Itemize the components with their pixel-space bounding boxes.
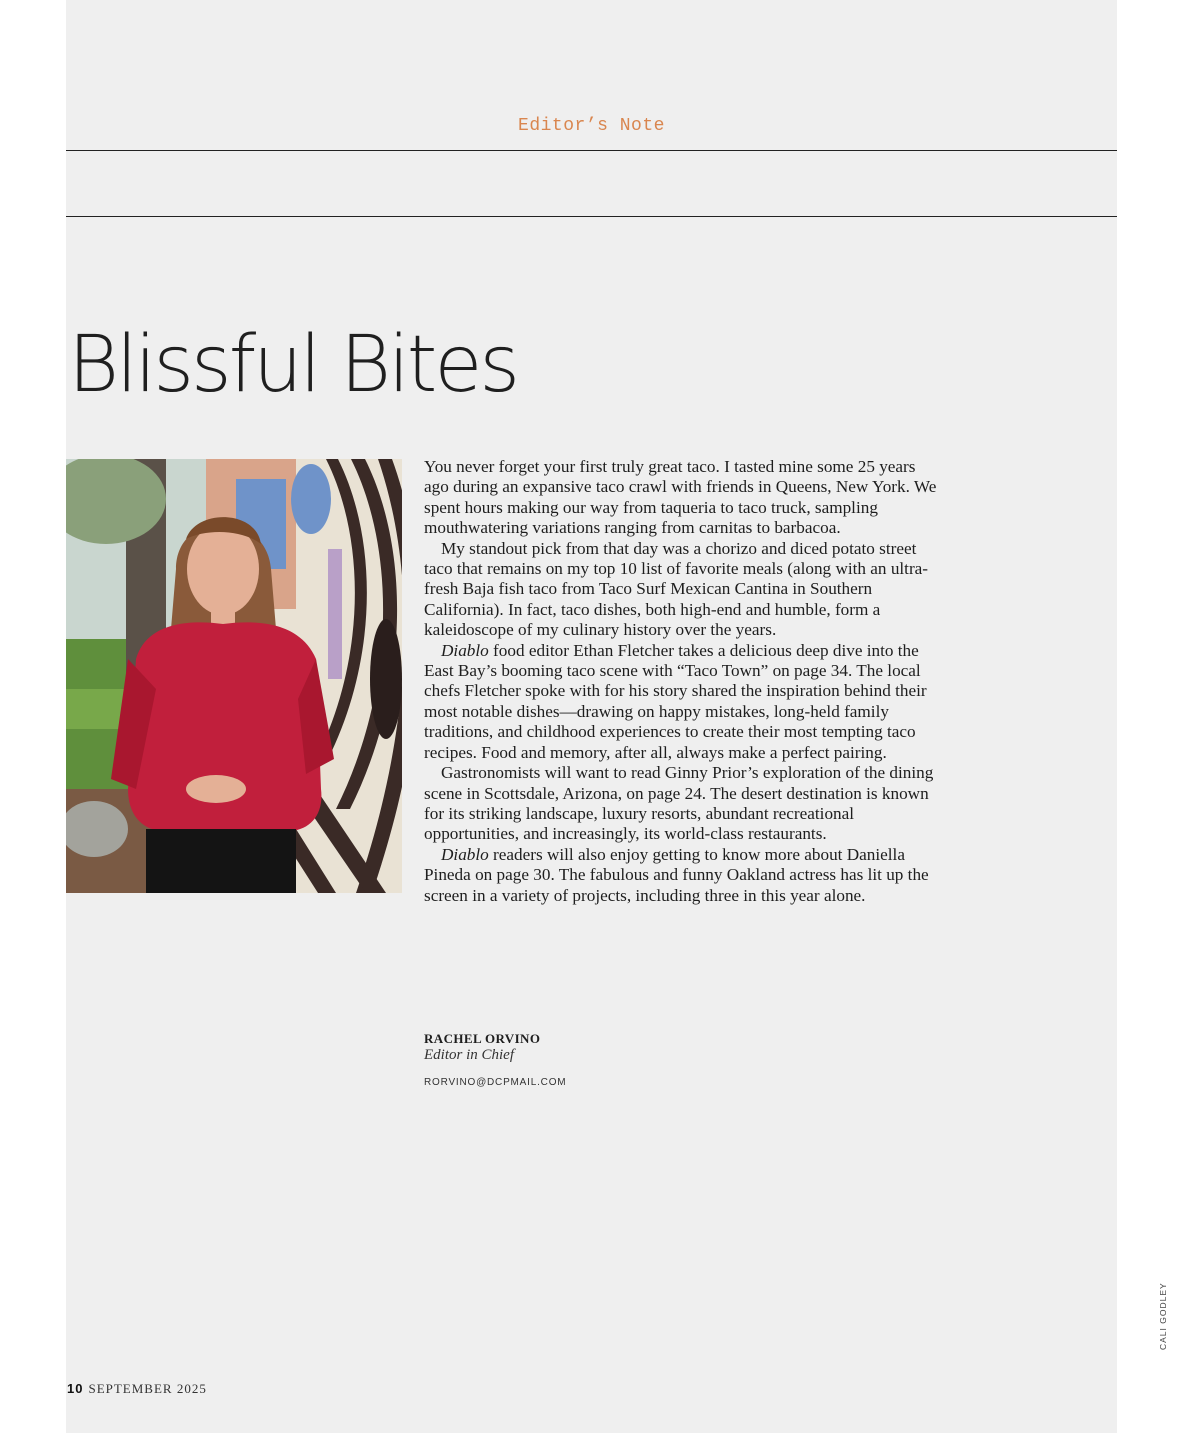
page-folio <box>67 1381 207 1397</box>
article-title: Blissful Bites <box>68 320 518 410</box>
body-paragraph <box>424 641 944 763</box>
section-kicker: Editor’s Note <box>518 116 665 136</box>
top-rule <box>66 150 1117 151</box>
editor-portrait-photo <box>66 459 402 893</box>
paragraph-text: readers will also enjoy getting to know more about Daniella Pineda on page 30. The fabulous and funny Oakland actress has lit up the screen in a variety of projects, including three in this year alone. <box>424 844 929 905</box>
body-paragraph <box>424 845 944 906</box>
photo-credit: CALI GODLEY <box>1158 1282 1168 1350</box>
article-body <box>424 457 944 906</box>
signature-role: Editor in Chief <box>424 1047 514 1063</box>
body-paragraph <box>424 457 944 539</box>
body-paragraph <box>424 763 944 845</box>
signature-email[interactable]: RORVINO@DCPMAIL.COM <box>424 1077 567 1088</box>
magazine-page <box>66 0 1117 1433</box>
paragraph-text: food editor Ethan Fletcher takes a delicious deep dive into the East Bay’s booming taco scene with “Taco Town” on page 34. The local chefs Fletcher spoke with for his story shared the inspiration behind their most notable dishes—drawing on happy mistakes, long-held family traditions, and childhood experiences to create their most tempting taco recipes. Food and memory, after all, always make a perfect pairing. <box>424 640 927 762</box>
paragraph-text: Gastronomists will want to read Ginny Prior’s exploration of the dining scene in Scottsdale, Arizona, on page 24. The desert destination is known for its striking landscape, luxury resorts, abundant recreational opportunities, and increasingly, its world-class restaurants. <box>424 763 934 844</box>
paragraph-text: My standout pick from that day was a chorizo and diced potato street taco that remains on my top 10 list of favorite meals (along with an ultra-fresh Baja fish taco from Taco Surf Mexican Cantina in Southern California). In fact, taco dishes, both high-end and humble, form a kaleidoscope of my culinary history over the years. <box>424 538 929 640</box>
second-rule <box>66 216 1117 217</box>
issue-date: SEPTEMBER 2025 <box>88 1381 207 1396</box>
page-number: 10 <box>67 1381 84 1396</box>
magazine-name-italic: Diablo <box>441 844 489 864</box>
magazine-name-italic: Diablo <box>441 640 489 660</box>
body-paragraph <box>424 539 944 641</box>
paragraph-text: You never forget your first truly great taco. I tasted mine some 25 years ago during an expansive taco crawl with friends in Queens, New York. We spent hours making our way from taqueria to taco truck, sampling mouthwatering variations ranging from carnitas to barbacoa. <box>424 457 937 538</box>
signature-name: RACHEL ORVINO <box>424 1031 541 1046</box>
